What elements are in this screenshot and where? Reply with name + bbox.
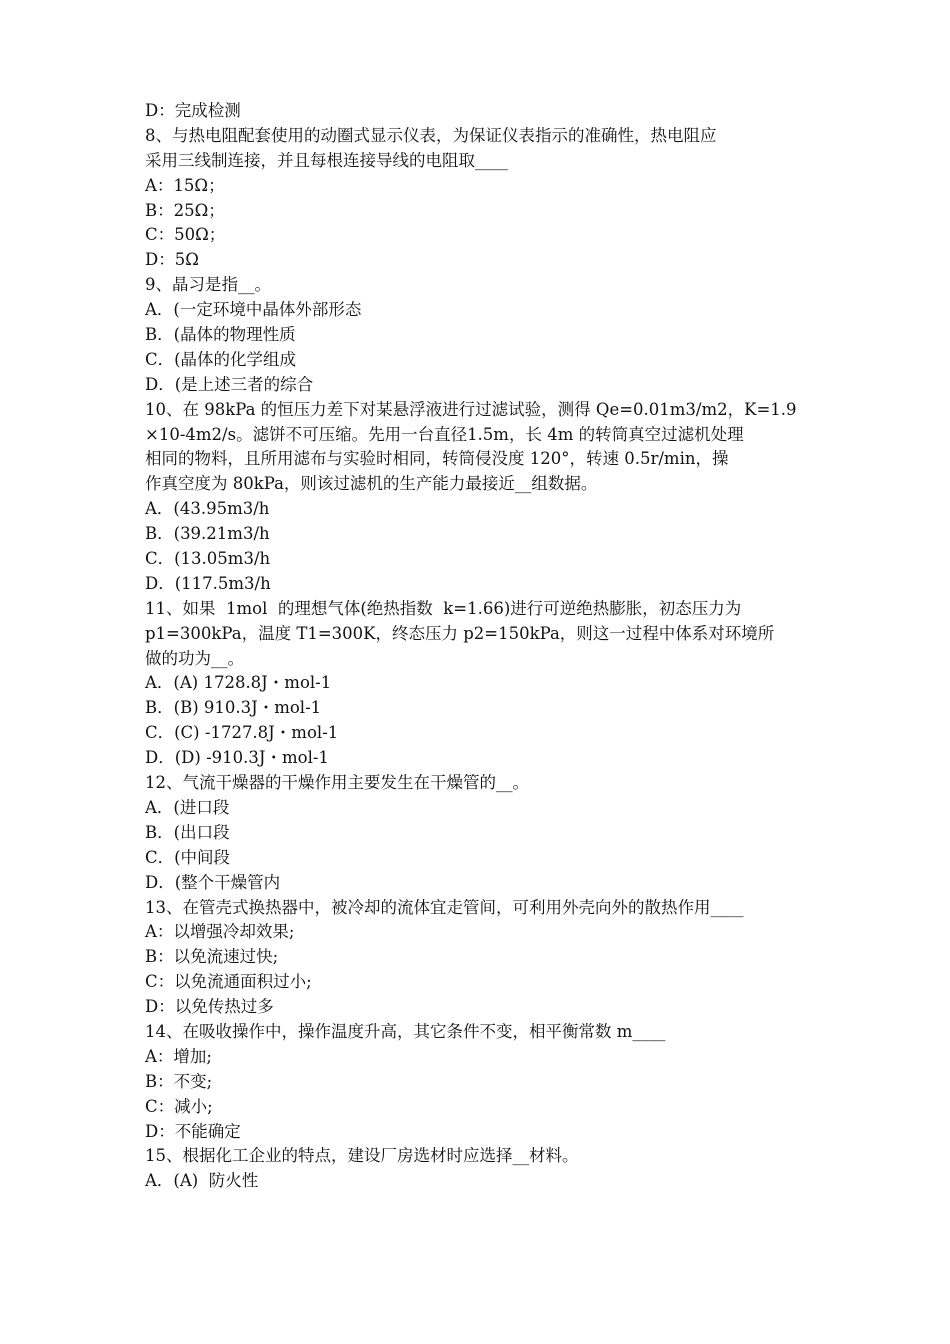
option-d-q8: D：5Ω <box>145 250 199 270</box>
option-a-q11: A．(A) 1728.8J・mol-1 <box>145 673 332 693</box>
option-a-q10: A．(43.95m3/h <box>145 499 270 519</box>
question-12: 12、气流干燥器的干燥作用主要发生在干燥管的__。 <box>145 773 529 793</box>
option-a-q8: A：15Ω； <box>145 175 225 195</box>
option-a-q13: A：以增强冷却效果; <box>145 922 295 942</box>
option-a-q9: A．(一定环境中晶体外部形态 <box>145 300 362 320</box>
option-c-q9: C．(晶体的化学组成 <box>145 349 297 369</box>
option-b-q10: B．(39.21m3/h <box>145 524 270 544</box>
option-b-q14: B：不变; <box>145 1071 213 1091</box>
option-a-q14: A：增加; <box>145 1046 212 1066</box>
question-8-line-2: 采用三线制连接，并且每根连接导线的电阻取____ <box>145 150 508 170</box>
question-11-line-2: p1=300kPa，温度 T1=300K，终态压力 p2=150kPa，则这一过程中体系对环境所 <box>145 623 775 643</box>
option-d-q11: D．(D) -910.3J・mol-1 <box>145 748 329 768</box>
option-c-q8: C：50Ω； <box>145 225 226 245</box>
question-14: 14、在吸收操作中，操作温度升高，其它条件不变，相平衡常数 m____ <box>145 1021 666 1041</box>
question-13: 13、在管壳式换热器中，被冷却的流体宜走管间，可利用外壳向外的散热作用____ <box>145 897 744 917</box>
question-11-line-3: 做的功为__。 <box>145 648 244 668</box>
option-b-q9: B．(晶体的物理性质 <box>145 325 296 345</box>
option-c-q10: C．(13.05m3/h <box>145 549 271 569</box>
option-c-q12: C．(中间段 <box>145 847 231 867</box>
question-10-line-4: 作真空度为 80kPa，则该过滤机的生产能力最接近__组数据。 <box>145 474 598 494</box>
document-text <box>145 99 810 1194</box>
question-8-line-1: 8、与热电阻配套使用的动圈式显示仪表，为保证仪表指示的准确性，热电阻应 <box>145 125 717 145</box>
question-10-line-3: 相同的物料，且所用滤布与实验时相同，转筒侵没度 120°，转速 0.5r/min，操 <box>145 449 729 469</box>
option-a-q15: A．(A) 防火性 <box>145 1171 259 1191</box>
question-10-line-1: 10、在 98kPa 的恒压力差下对某悬浮液进行过滤试验，测得 Qe=0.01m3/m2，K=1.9 <box>145 399 797 419</box>
option-c-q14: C：减小; <box>145 1096 213 1116</box>
option-c-q13: C：以免流通面积过小; <box>145 972 312 992</box>
question-11-line-1: 11、如果 1mol 的理想气体(绝热指数 k=1.66)进行可逆绝热膨胀，初态压力为 <box>145 598 742 618</box>
option-d-q7: D：完成检测 <box>145 101 241 120</box>
option-c-q11: C．(C) -1727.8J・mol-1 <box>145 723 339 743</box>
option-b-q13: B：以免流速过快; <box>145 947 279 967</box>
question-9: 9、晶习是指__。 <box>145 275 271 295</box>
question-15: 15、根据化工企业的特点，建设厂房选材时应选择__材料。 <box>145 1146 579 1166</box>
option-d-q13: D：以免传热过多 <box>145 997 274 1017</box>
question-10-line-2: ×10-4m2/s。滤饼不可压缩。先用一台直径1.5m，长 4m 的转筒真空过滤机处理 <box>145 424 744 444</box>
option-b-q11: B．(B) 910.3J・mol-1 <box>145 698 322 718</box>
option-a-q12: A．(进口段 <box>145 797 230 817</box>
option-b-q8: B：25Ω； <box>145 200 225 220</box>
option-d-q9: D．(是上述三者的综合 <box>145 374 314 394</box>
option-d-q12: D．(整个干燥管内 <box>145 872 281 892</box>
option-d-q10: D．(117.5m3/h <box>145 573 271 593</box>
option-d-q14: D：不能确定 <box>145 1121 241 1141</box>
option-b-q12: B．(出口段 <box>145 822 230 842</box>
